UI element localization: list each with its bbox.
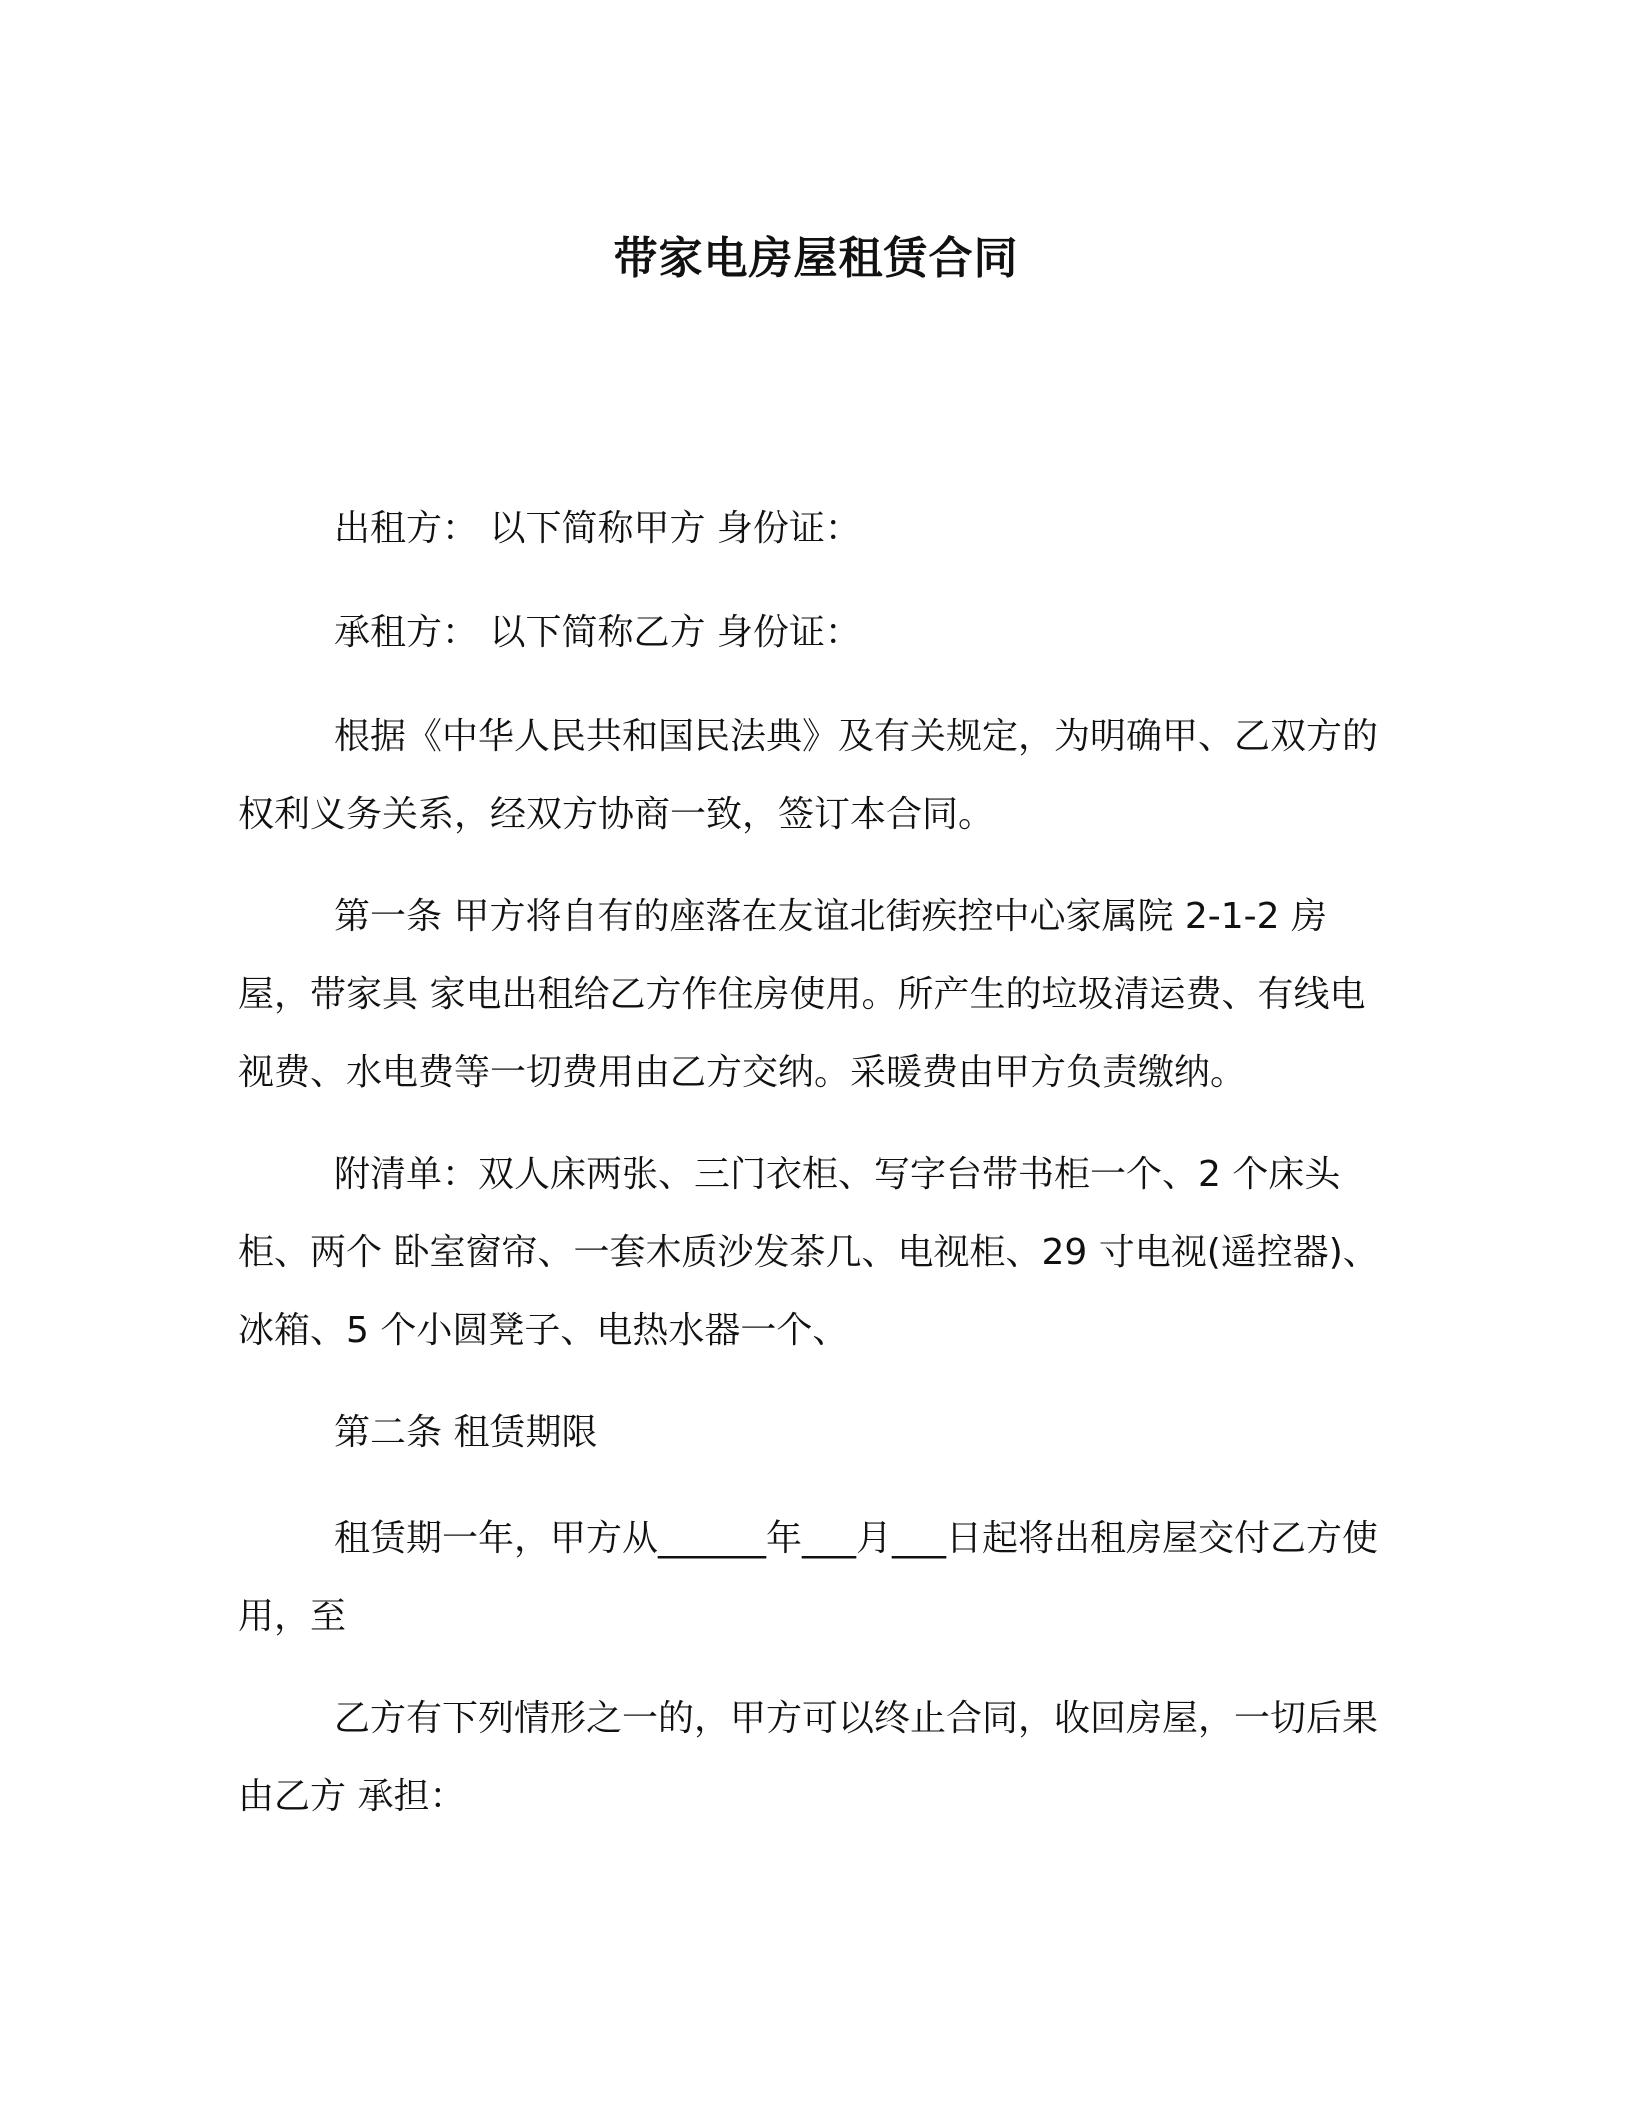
paragraph-appendix-list: 附清单：双人床两张、三门衣柜、写字台带书柜一个、2 个床头柜、两个 卧室窗帘、一套木质沙发茶几、电视柜、29 寸电视(遥控器)、冰箱、5 个小圆凳子、电热水器一个、 [238,1154,1379,1351]
lessor-line: 出租方： 以下简称甲方 身份证： [334,508,861,549]
paragraph-termination: 乙方有下列情形之一的，甲方可以终止合同，收回房屋，一切后果由乙方 承担： [238,1698,1379,1817]
paragraph-lease-term: 租赁期一年，甲方从______年___月___日起将出租房屋交付乙方使用，至 [238,1518,1379,1637]
lessee-line: 承租方： 以下简称乙方 身份证： [334,612,861,653]
paragraph-preamble: 根据《中华人民共和国民法典》及有关规定，为明确甲、乙双方的权利义务关系，经双方协商一致，签订本合同。 [238,716,1379,835]
document-title: 带家电房屋租赁合同 [613,233,1019,284]
document-body [238,490,1398,1860]
paragraph-article-2-heading: 第二条 租赁期限 [334,1412,598,1453]
paragraph-article-1: 第一条 甲方将自有的座落在友谊北街疾控中心家属院 2-1-2 房屋，带家具 家电出租给乙方作住房使用。所产生的垃圾清运费、有线电视费、水电费等一切费用由乙方交纳。采暖费由甲方负责缴纳。 [238,896,1366,1093]
